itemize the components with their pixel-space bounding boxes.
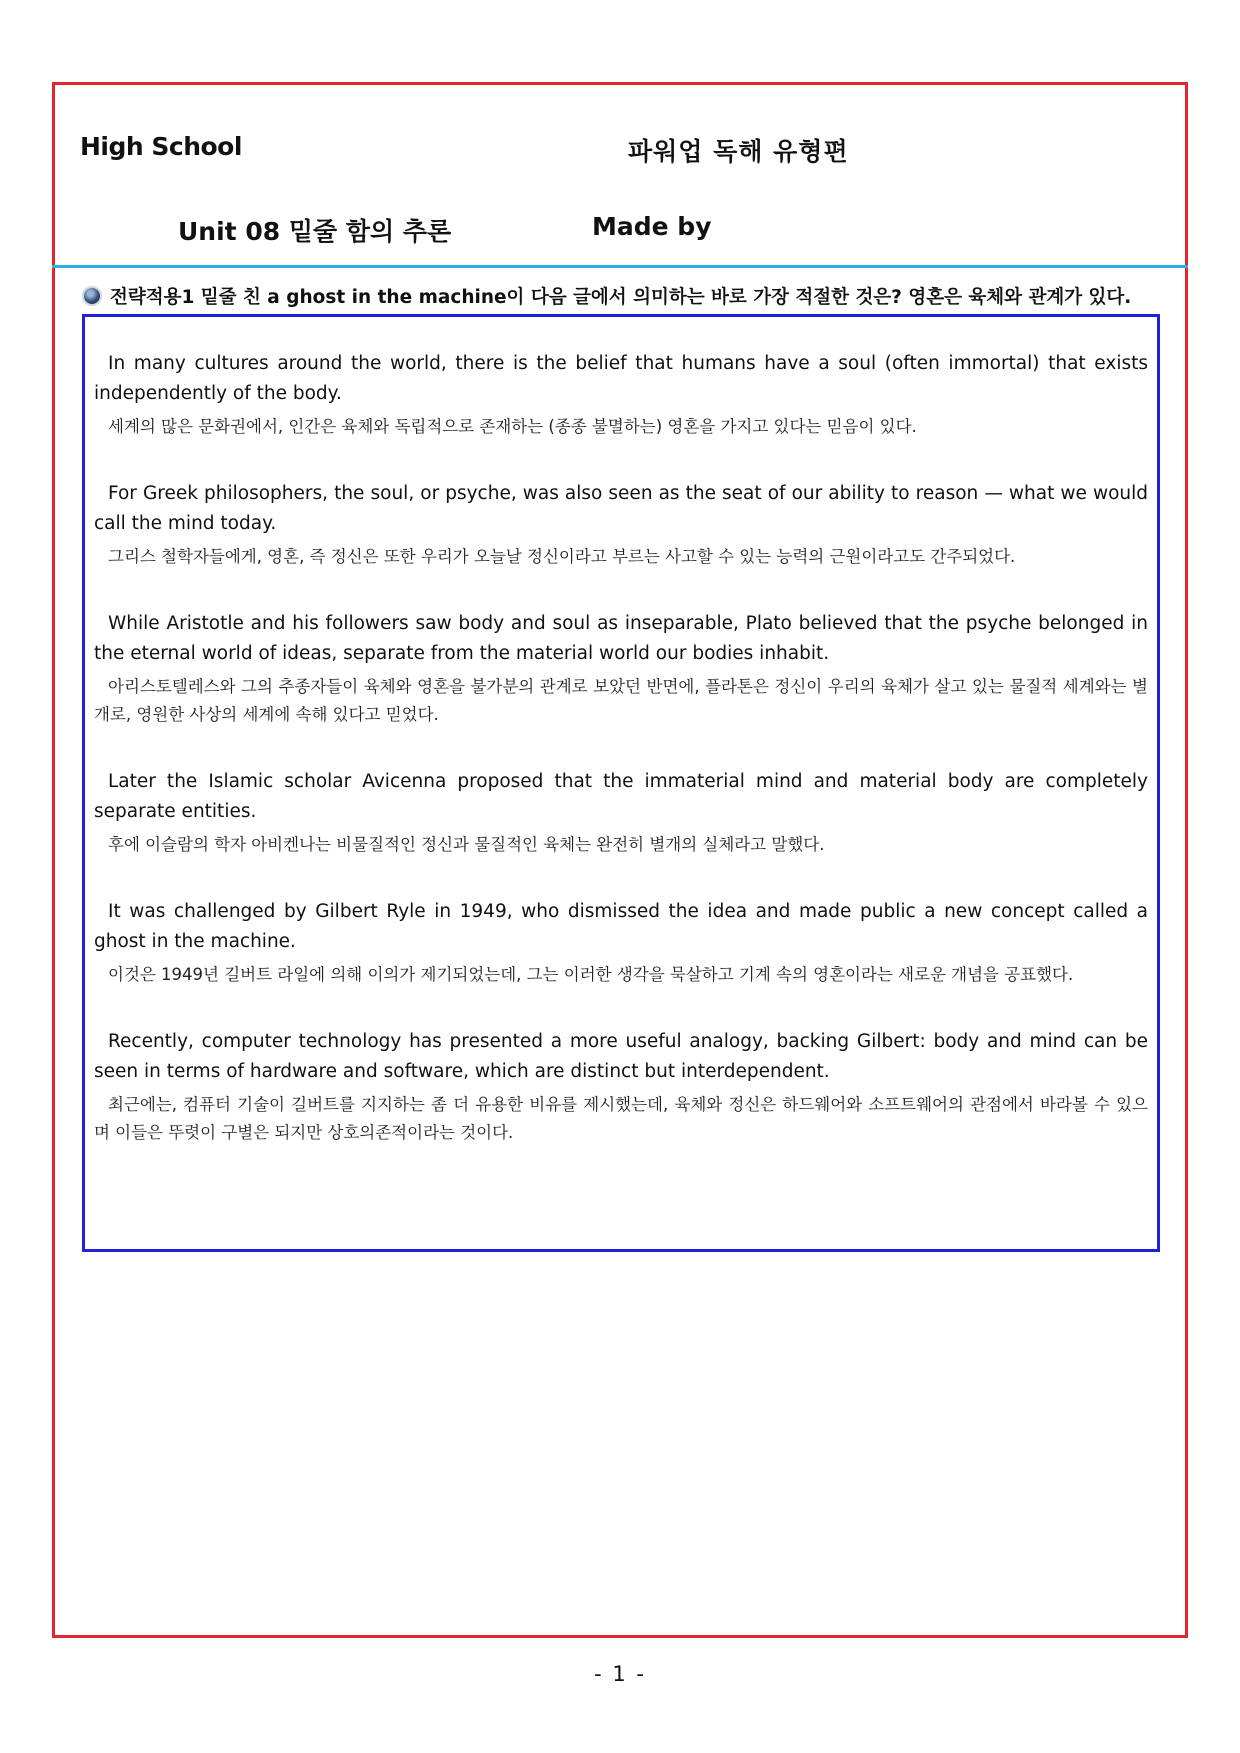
- header-book-title: 파워업 독해 유형편: [628, 137, 849, 166]
- paragraph-english: It was challenged by Gilbert Ryle in 1949, who dismissed the idea and made public a new concept called a ghost in the machine.: [94, 901, 1148, 952]
- paragraph-english: Later the Islamic scholar Avicenna proposed that the immaterial mind and material body are completely separate entities.: [94, 771, 1148, 822]
- paragraph: [94, 479, 1148, 571]
- passage-box: [82, 314, 1160, 1252]
- paragraph-korean: 이것은 1949년 길버트 라일에 의해 이의가 제기되었는데, 그는 이러한 생각을 묵살하고 기계 속의 영혼이라는 새로운 개념을 공표했다.: [108, 965, 1074, 984]
- question-text: 전략적용1 밑줄 친 a ghost in the machine이 다음 글에서 의미하는 바로 가장 적절한 것은? 영혼은 육체와 관계가 있다.: [110, 287, 1132, 308]
- paragraph: [94, 609, 1148, 729]
- paragraph-english: Recently, computer technology has presented a more useful analogy, backing Gilbert: body and mind can be seen in terms of hardware and software, which are distinct but interdependent.: [94, 1031, 1148, 1082]
- gear-bullet-icon: [84, 288, 100, 304]
- made-by-label: Made by: [592, 212, 712, 241]
- paragraph-english: For Greek philosophers, the soul, or psyche, was also seen as the seat of our ability to reason — what we would call the mind today.: [94, 483, 1148, 534]
- header-school-label: High School: [80, 132, 242, 161]
- question-line: [84, 283, 1131, 309]
- paragraph-english: While Aristotle and his followers saw body and soul as inseparable, Plato believed that the psyche belonged in the eternal world of ideas, separate from the material world our bodies inhabit.: [94, 613, 1148, 664]
- paragraph: [94, 1027, 1148, 1147]
- paragraph: [94, 767, 1148, 859]
- header-divider: [52, 265, 1188, 268]
- unit-title: Unit 08 밑줄 함의 추론: [178, 217, 452, 246]
- paragraph-korean: 후에 이슬람의 학자 아비켄나는 비물질적인 정신과 물질적인 육체는 완전히 별개의 실체라고 말했다.: [108, 835, 825, 854]
- paragraph-korean: 세계의 많은 문화권에서, 인간은 육체와 독립적으로 존재하는 (종종 불멸하는) 영혼을 가지고 있다는 믿음이 있다.: [108, 417, 917, 436]
- paragraph: [94, 897, 1148, 989]
- paragraph-english: In many cultures around the world, there is the belief that humans have a soul (often immortal) that exists independently of the body.: [94, 353, 1148, 404]
- paragraph: [94, 349, 1148, 441]
- paragraph-korean: 그리스 철학자들에게, 영혼, 즉 정신은 또한 우리가 오늘날 정신이라고 부르는 사고할 수 있는 능력의 근원이라고도 간주되었다.: [108, 547, 1016, 566]
- paragraph-korean: 최근에는, 컴퓨터 기술이 길버트를 지지하는 좀 더 유용한 비유를 제시했는데, 육체와 정신은 하드웨어와 소프트웨어의 관점에서 바라볼 수 있으며 이들은 뚜렷이 구별은 되지만 상호의존적이라는 것이다.: [94, 1095, 1148, 1142]
- page-number: - 1 -: [594, 1662, 646, 1686]
- paragraph-korean: 아리스토텔레스와 그의 추종자들이 육체와 영혼을 불가분의 관계로 보았던 반면에, 플라톤은 정신이 우리의 육체가 살고 있는 물질적 세계와는 별개로, 영원한 사상의 세계에 속해 있다고 믿었다.: [94, 677, 1148, 724]
